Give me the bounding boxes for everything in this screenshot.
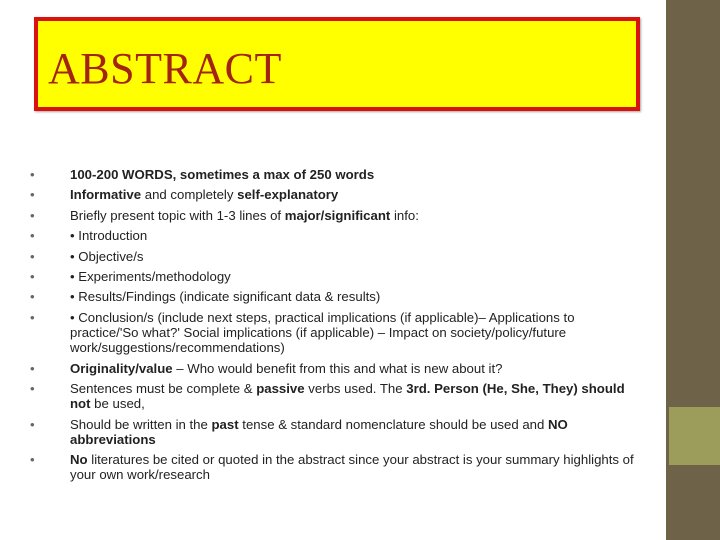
bullet-text: and completely [141,187,238,203]
bullet-marker: • [30,187,35,203]
bullet-marker: • [30,207,35,223]
bullet-text: literatures be cited or quoted in the abstract since your abstract is your summary highlights of your own work/research [70,452,634,483]
bullet-marker: • [30,289,35,305]
bullet-text: • Results/Findings (indicate significant data & results) [70,289,381,305]
bullet-item [30,381,640,411]
bullet-marker: • [30,452,35,468]
bullet-text: • Introduction [70,228,148,244]
sidebar-divider [664,0,666,540]
bullet-item [30,228,640,243]
bullet-item [30,269,640,284]
bullet-marker: • [30,248,35,264]
bullet-text: verbs used. The [304,380,407,396]
bullet-text: Briefly present topic with 1-3 lines of [70,207,285,223]
title-box [34,17,640,111]
bullet-item [30,452,640,482]
bullet-text: tense & standard nomenclature should be used and [238,416,549,432]
bullet-text-bold: NO abbreviations [70,416,568,447]
bullet-item [30,289,640,304]
bullet-text-bold: Originality/value [70,360,173,376]
bullet-text-bold: 3rd. Person (He, She, They) should not [70,380,625,412]
bullet-text: info: [390,207,419,223]
bullet-text-bold: No [70,452,88,468]
bullet-marker: • [30,167,35,182]
bullet-marker: • [30,360,35,376]
bullet-marker: • [30,380,35,396]
bullet-marker: • [30,228,35,244]
bullet-text-bold: self-explanatory [237,187,339,203]
bullet-marker: • [30,309,35,325]
bullet-item [30,187,640,202]
bullet-text: • Conclusion/s (include next steps, practical implications (if applicable)– Applications to practice/'So what?' Social implications (if applicable) – Impact on society/policy/future work/suggestions/recommendations) [70,309,575,356]
bullet-text: Sentences must be complete & [70,380,257,396]
bullet-text-bold: Informative [70,187,142,203]
bullet-item [30,310,640,356]
bullet-text-bold: 100-200 WORDS, sometimes a max of 250 words [70,167,375,182]
bullet-item [30,417,640,447]
bullet-text-bold: major/significant [284,207,391,223]
bullet-text-bold: past [211,416,239,432]
bullet-item [30,208,640,223]
bullet-item [30,167,640,182]
bullet-text-bold: passive [256,380,305,396]
bullet-text: – Who would benefit from this and what is new about it? [172,360,503,376]
sidebar-accent-block [669,407,720,465]
slide-title: ABSTRACT [48,44,282,93]
bullet-list [30,167,640,488]
bullet-marker: • [30,268,35,284]
bullet-marker: • [30,416,35,432]
bullet-text: • Objective/s [70,248,144,264]
bullet-text: Should be written in the [70,416,212,432]
bullet-item [30,249,640,264]
bullet-item [30,361,640,376]
bullet-text: • Experiments/methodology [70,268,231,284]
bullet-text: be used, [90,396,145,412]
